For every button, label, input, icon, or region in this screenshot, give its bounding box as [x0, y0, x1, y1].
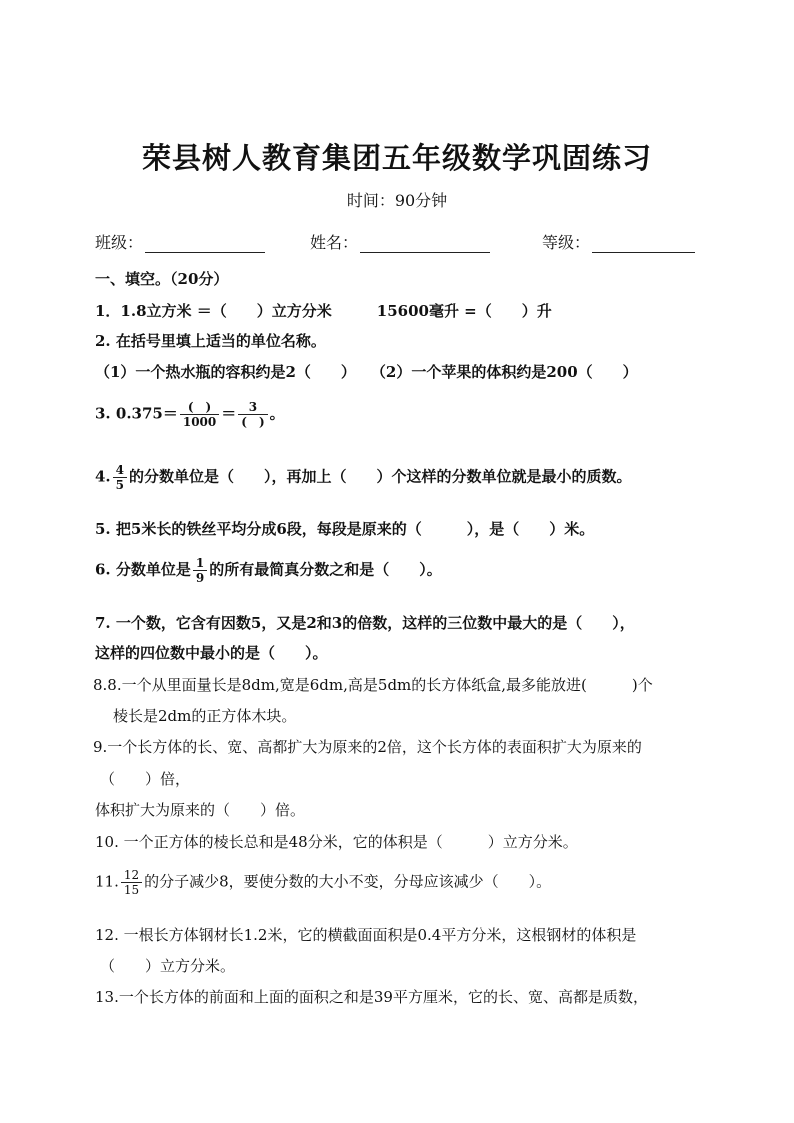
exam-time: 时间：90分钟 [346, 191, 448, 210]
question-3 [95, 400, 285, 429]
question-7-line-2: 这样的四位数中最小的是（ ）。 [95, 644, 328, 662]
question-11 [95, 868, 551, 897]
question-8-line-1: 8.8.一个从里面量长是8dm,宽是6dm,高是5dm的长方体纸盒,最多能放进( )个 [93, 676, 653, 694]
question-6 [95, 556, 442, 585]
question-7-line-1: 7. 一个数，它含有因数5，又是2和3的倍数，这样的三位数中最大的是（ ）， [95, 614, 635, 632]
question-12-line-1: 12. 一根长方体钢材长1.2米，它的横截面面积是0.4平方分米，这根钢材的体积是 [95, 926, 637, 944]
q11-fraction [121, 868, 142, 897]
question-9-line-1: 9.一个长方体的长、宽、高都扩大为原来的2倍，这个长方体的表面积扩大为原来的 [93, 738, 642, 756]
question-9-line-2: （ ）倍， [100, 770, 191, 788]
grade-blank[interactable] [592, 236, 695, 253]
q3-equals: ＝ [221, 404, 237, 423]
q3-frac1-denominator: 1000 [180, 414, 219, 429]
q6-denominator: 9 [193, 570, 207, 585]
question-2-sub: （1）一个热水瓶的容积约是2（ ） （2）一个苹果的体积约是200（ ） [95, 363, 638, 381]
q3-frac1-numerator: ( ) [187, 400, 212, 414]
q3-frac2-numerator: 3 [248, 400, 258, 414]
grade-label: 等级： [542, 233, 591, 252]
class-field [95, 230, 265, 253]
q6-fraction [193, 556, 207, 585]
q3-fraction-2 [238, 400, 267, 429]
q3-fraction-1 [180, 400, 219, 429]
q4-numerator: 4 [115, 463, 125, 477]
section-heading: 一、填空。（20分） [95, 270, 229, 288]
q4-fraction [113, 463, 127, 492]
q6-numerator: 1 [195, 556, 205, 570]
question-4 [95, 463, 632, 492]
q3-prefix: 3. 0.375＝ [95, 404, 178, 423]
q11-numerator: 12 [123, 868, 140, 882]
page-title: 荣县树人教育集团五年级数学巩固练习 [141, 141, 652, 175]
name-label: 姓名： [310, 233, 359, 252]
q3-suffix: 。 [269, 404, 285, 423]
question-12-line-2: （ ）立方分米。 [100, 957, 236, 975]
q6-text: 的所有最简真分数之和是（ ）。 [209, 560, 442, 579]
question-1: 1．1.8立方米 ＝（ ）立方分米 15600毫升 =（ ）升 [95, 302, 552, 320]
q11-denominator: 15 [121, 882, 142, 897]
question-2: 2. 在括号里填上适当的单位名称。 [95, 332, 326, 350]
question-10: 10. 一个正方体的棱长总和是48分米，它的体积是（ ）立方分米。 [95, 833, 578, 851]
question-8-line-2: 棱长是2dm的正方体木块。 [113, 707, 297, 725]
q11-prefix: 11. [95, 872, 119, 891]
class-blank[interactable] [145, 236, 265, 253]
q4-text: 的分数单位是（ ），再加上（ ）个这样的分数单位就是最小的质数。 [129, 467, 632, 486]
q6-prefix: 6. 分数单位是 [95, 560, 191, 579]
name-field [310, 230, 490, 253]
question-9-line-3: 体积扩大为原来的（ ）倍。 [95, 801, 306, 819]
class-label: 班级： [95, 233, 144, 252]
q11-text: 的分子减少8，要使分数的大小不变，分母应该减少（ ）。 [144, 872, 552, 891]
q4-denominator: 5 [113, 477, 127, 492]
q4-prefix: 4. [95, 467, 111, 486]
name-blank[interactable] [360, 236, 490, 253]
grade-field [542, 230, 695, 253]
q3-frac2-denominator: ( ) [238, 414, 267, 429]
question-5: 5. 把5米长的铁丝平均分成6段，每段是原来的（ ），是（ ）米。 [95, 520, 595, 538]
question-13: 13.一个长方体的前面和上面的面积之和是39平方厘米，它的长、宽、高都是质数， [95, 988, 648, 1006]
